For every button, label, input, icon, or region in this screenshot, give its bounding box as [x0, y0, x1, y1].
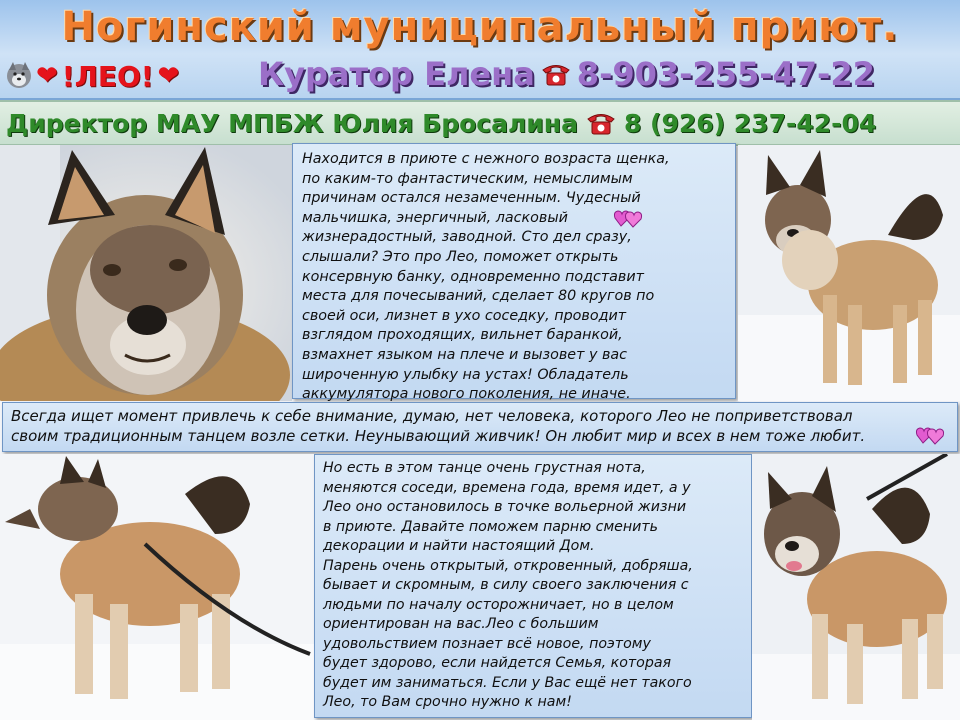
- description-text-bottom: Но есть в этом танце очень грустная нота, меняются соседи, времена года, время идет, а у Лео оно остановилось в точке вольерной жизни в приюте. Давайте поможем парню сменить декорации и найти настоящий Дом. Парень очень открытый, откровенный, добряша, бывает и скромным, в силу своего заключения с людьми по началу осторожничает, но в целом ориентирован на вас.Лео с большим удовольствием познает всё новое, поэтому будет здорово, если найдется Семья, которая будет им заниматься. Если у Вас ещё нет такого Лео, то Вам срочно нужно к нам!: [323, 460, 693, 710]
- description-text-top: Находится в приюте с нежного возраста щенка, по каким-то фантастическим, немыслимым причинам остался незамеченным. Чудесный мальчишка, энергичный, ласковый жизнерадостный, заводной. Сто дел сразу, слышали? Это про Лео, поможет открыть консервную банку, одновременно подставит места для почесываний, сделает 80 кругов по своей оси, лизнет в ухо соседку, проводит взглядом проходящих, вильнет баранкой, взмахнет языком на плече и вызовет у вас широченную улыбку на устах! Обладатель аккумулятора нового поколения, не иначе.: [302, 151, 670, 403]
- director-contact: [6, 104, 876, 142]
- curator-contact: [258, 54, 875, 94]
- shelter-title: Ногинский муниципальный приют.: [61, 4, 899, 50]
- curator-name: Куратор Елена: [258, 55, 535, 93]
- heart-icon: ❤: [157, 61, 180, 91]
- header-banner: [0, 0, 960, 100]
- description-box-middle: [2, 402, 958, 452]
- description-box-bottom: [314, 454, 752, 718]
- director-phone[interactable]: 8 (926) 237-42-04: [623, 108, 877, 138]
- director-bar: [0, 100, 960, 146]
- telephone-icon: [541, 61, 571, 87]
- dog-standing-photo: [738, 145, 960, 401]
- pet-name: !ЛЕО!: [61, 59, 154, 93]
- wolf-logo-icon: [4, 60, 34, 90]
- curator-phone[interactable]: 8-903-255-47-22: [576, 55, 875, 93]
- dog-smiling-photo: [752, 454, 960, 720]
- description-box-top: [292, 143, 736, 403]
- pet-name-line: [36, 58, 179, 94]
- dog-profile-photo: [0, 454, 314, 720]
- dog-portrait-photo: [0, 145, 292, 401]
- director-name: Директор МАУ МПБЖ Юлия Бросалина: [6, 108, 578, 138]
- hearts-icon: [915, 423, 945, 445]
- description-text-middle: Всегда ищет момент привлечь к себе внимание, думаю, нет человека, которого Лео не поприветствовал своим традиционным танцем возле сетки. Неунывающий живчик! Он любит мир и всех в нем тоже любит.: [11, 407, 866, 445]
- hearts-icon: [613, 206, 643, 228]
- heart-icon: ❤: [36, 61, 58, 91]
- telephone-icon: [586, 110, 616, 136]
